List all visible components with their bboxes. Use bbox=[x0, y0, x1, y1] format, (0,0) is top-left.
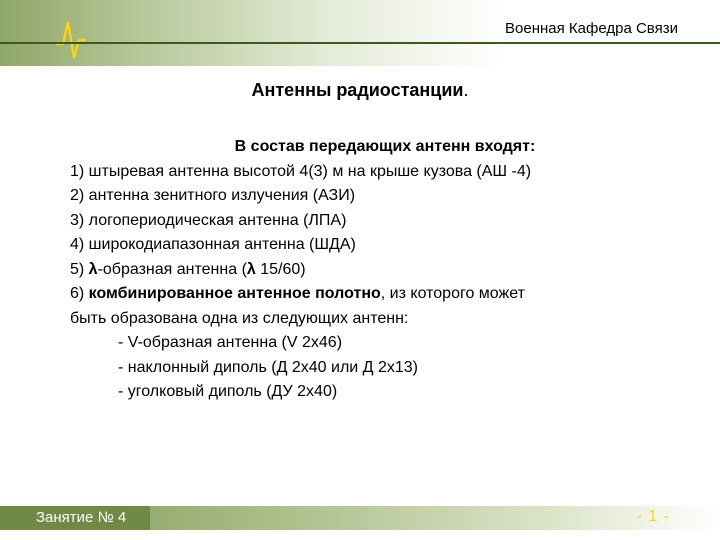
slide-footer bbox=[0, 506, 720, 530]
list-item: 1) штыревая антенна высотой 4(3) м на крыше кузова (АШ -4) bbox=[70, 162, 532, 180]
item5-text: -образная антенна ( bbox=[97, 260, 247, 278]
slide-content bbox=[70, 135, 690, 405]
list-item bbox=[70, 282, 690, 307]
list-item: 3) логопериодическая антенна (ЛПА) bbox=[70, 211, 347, 229]
item6-number: 6) bbox=[70, 285, 89, 302]
header-divider bbox=[0, 42, 720, 44]
lambda-symbol: λ bbox=[246, 260, 256, 278]
sub-item: - уголковый диполь (ДУ 2х40) bbox=[118, 383, 338, 400]
list-item-continuation: быть образована одна из следующих антенн: bbox=[70, 309, 409, 327]
item6-rest: , из которого может bbox=[380, 285, 525, 302]
list-item: 4) широкодиапазонная антенна (ШДА) bbox=[70, 236, 356, 253]
sub-item: - V-образная антенна (V 2х46) bbox=[118, 334, 343, 351]
item5-number: 5) bbox=[70, 260, 89, 278]
page-number: - 1 - bbox=[636, 508, 670, 525]
slide-header bbox=[0, 0, 720, 66]
item5-code: 15/60) bbox=[255, 260, 306, 278]
lesson-label: Занятие № 4 bbox=[36, 509, 127, 526]
pulse-wave-icon bbox=[56, 16, 86, 62]
list-item: 2) антенна зенитного излучения (АЗИ) bbox=[70, 187, 356, 204]
sub-item: - наклонный диполь (Д 2х40 или Д 2х13) bbox=[118, 358, 418, 376]
slide-title bbox=[0, 80, 720, 101]
item6-bold-text: комбинированное антенное полотно bbox=[88, 285, 381, 302]
lambda-symbol: λ bbox=[88, 260, 98, 278]
header-title: Военная Кафедра Связи bbox=[505, 20, 678, 37]
slide-title-text: Антенны радиостанции bbox=[251, 80, 464, 100]
intro-text: В состав передающих антенн входят: bbox=[234, 138, 536, 155]
list-item bbox=[70, 258, 690, 283]
slide-title-dot: . bbox=[463, 80, 469, 100]
